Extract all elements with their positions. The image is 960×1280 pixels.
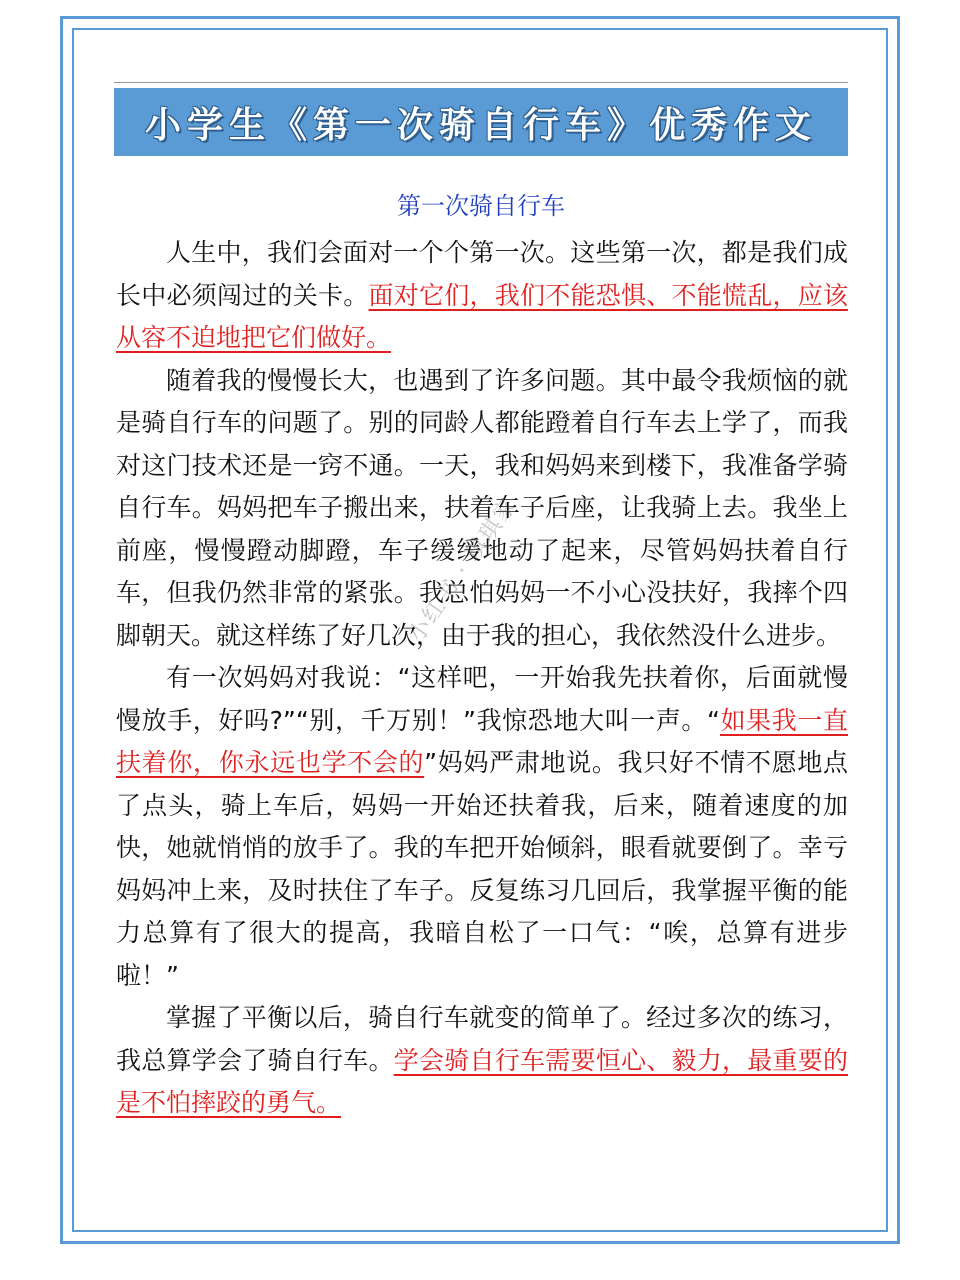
paragraph-1-text: 人生中，我们会面对一个个第一次。这些第一次，都是我们成长中必须闯过的关卡。: [116, 238, 848, 310]
paragraph-4: [116, 997, 848, 1125]
paragraph-1-highlight: 面对它们，我们不能恐惧、不能慌乱，应该从容不迫地把它们做好。: [116, 280, 848, 352]
title-banner: [114, 88, 848, 156]
essay-title: 第一次骑自行车: [397, 192, 565, 220]
banner-title: 小学生《第一次骑自行车》优秀作文: [144, 104, 817, 146]
paragraph-1: [116, 232, 848, 360]
watermark-stamp: 小红书 · 琪琪家: [404, 492, 523, 648]
top-rule-line: [114, 82, 848, 83]
paragraph-3: [116, 657, 848, 997]
paragraph-3-highlight: 如果我一直扶着你，你永远也学不会的: [116, 705, 848, 777]
paragraph-3-text-before: 有一次妈妈对我说：“这样吧，一开始我先扶着你，后面就慢慢放手，好吗?”“别，千万别！”我惊恐地大叫一声。“: [116, 663, 848, 735]
paragraph-3-text-after: ”妈妈严肃地说。我只好不情不愿地点了点头，骑上车后，妈妈一开始还扶着我，后来，随着速度的加快，她就悄悄的放手了。我的车把开始倾斜，眼看就要倒了。幸亏妈妈冲上来，及时扶住了车子。反复练习几回后，我掌握平衡的能力总算有了很大的提高，我暗自松了一口气：“唉，总算有进步啦！”: [116, 748, 848, 990]
essay-body: [116, 232, 848, 1125]
paragraph-4-text: 掌握了平衡以后，骑自行车就变的简单了。经过多次的练习，我总算学会了骑自行车。: [116, 1003, 848, 1075]
paragraph-4-highlight: 学会骑自行车需要恒心、毅力，最重要的是不怕摔跤的勇气。: [116, 1045, 848, 1117]
paragraph-2: 随着我的慢慢长大，也遇到了许多问题。其中最令我烦恼的就是骑自行车的问题了。别的同龄人都能蹬着自行车去上学了，而我对这门技术还是一窍不通。一天，我和妈妈来到楼下，我准备学骑自行车。妈妈把车子搬出来，扶着车子后座，让我骑上去。我坐上前座，慢慢蹬动脚蹬，车子缓缓地动了起来，尽管妈妈扶着自行车，但我仍然非常的紧张。我总怕妈妈一不小心没扶好，我摔个四脚朝天。就这样练了好几次，由于我的担心，我依然没什么进步。: [116, 365, 848, 650]
